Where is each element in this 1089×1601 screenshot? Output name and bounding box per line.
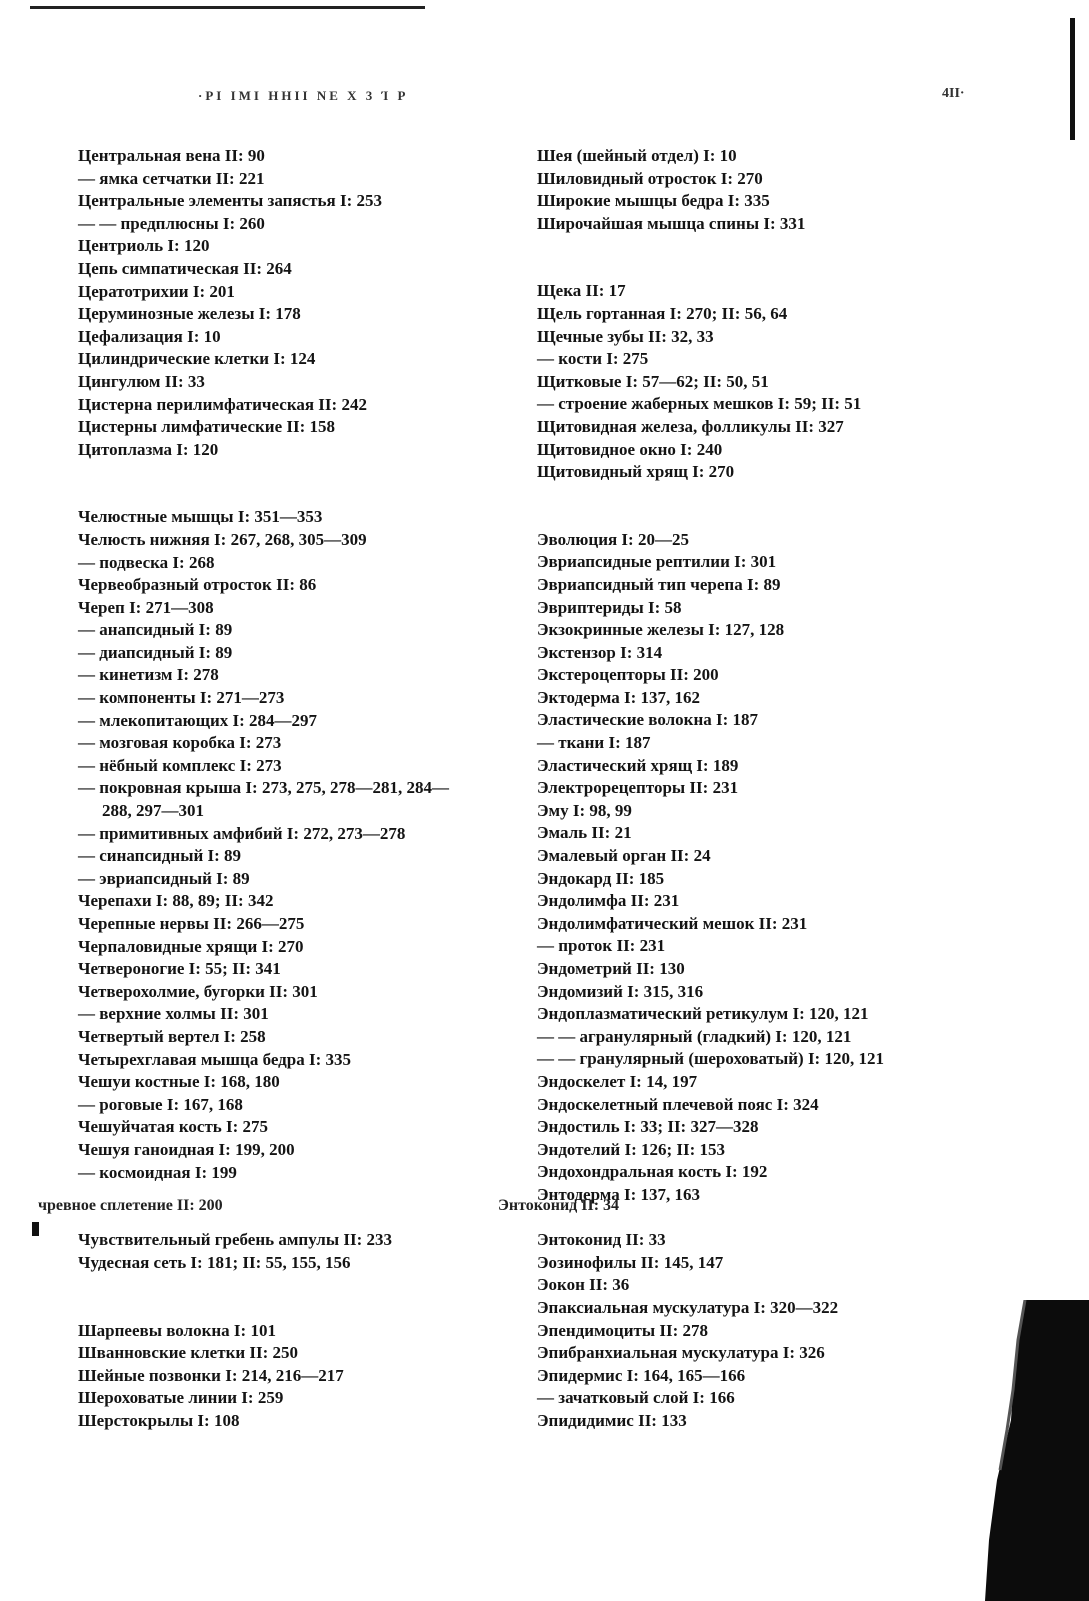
index-entry: — нёбный комплекс I: 273 [78, 755, 282, 775]
index-entry: — ямка сетчатки II: 221 [78, 168, 265, 188]
index-entry: — верхние холмы II: 301 [78, 1004, 269, 1024]
index-entry: Щитовидное окно I: 240 [537, 439, 723, 459]
index-entry: Эму I: 98, 99 [537, 800, 632, 820]
index-entry: — примитивных амфибий I: 272, 273—278 [78, 823, 406, 843]
index-entry: Чувствительный гребень ампулы II: 233 [78, 1230, 393, 1250]
index-entry: Центральная вена II: 90 [78, 146, 265, 165]
index-entry: Цитоплазма I: 120 [78, 439, 219, 459]
top-rule [30, 6, 425, 9]
index-entry: Шея (шейный отдел) I: 10 [537, 146, 737, 165]
index-entry: — зачатковый слой I: 166 [537, 1388, 735, 1408]
index-entry: Эндолимфа II: 231 [537, 891, 680, 911]
index-entry: Эвриапсидные рептилии I: 301 [537, 552, 777, 572]
index-entry: — подвеска I: 268 [78, 552, 215, 572]
index-entry: Эндостиль I: 33; II: 327—328 [537, 1117, 759, 1137]
index-entry: Широчайшая мышца спины I: 331 [537, 213, 806, 233]
scan-glitch-mark [32, 1222, 39, 1236]
index-entry: Центральные элементы запястья I: 253 [78, 191, 382, 211]
index-entry: — кинетизм I: 278 [78, 665, 219, 685]
index-entry: Чешуйчатая кость I: 275 [78, 1117, 269, 1137]
index-entry: Цефализация I: 10 [78, 326, 221, 346]
index-entry: — мозговая коробка I: 273 [78, 733, 282, 753]
index-entry: Цепь симпатическая II: 264 [78, 258, 292, 278]
index-entry: Церуминозные железы I: 178 [78, 304, 301, 324]
index-column-left [78, 145, 518, 1432]
index-entry: Эктодерма I: 137, 162 [537, 687, 701, 707]
index-entry: Эокон II: 36 [537, 1275, 630, 1295]
index-entry: Экстензор I: 314 [537, 642, 663, 662]
index-entry: — синапсидный I: 89 [78, 846, 242, 866]
index-entry: Челюсть нижняя I: 267, 268, 305—309 [78, 529, 367, 549]
index-entry: Эмалевый орган II: 24 [537, 846, 711, 866]
index-entry: Эндоплазматический ретикулум I: 120, 121 [537, 1004, 869, 1024]
running-head: ·PI ΙΜΙ ΗΗΙΙ ΝΕ Χ 3 Ί Ρ [198, 88, 409, 103]
index-entry: Эластический хрящ I: 189 [537, 755, 739, 775]
index-column-right [537, 145, 977, 1432]
index-entry: Шарпеевы волокна I: 101 [78, 1320, 276, 1340]
index-entry: Щель гортанная I: 270; II: 56, 64 [537, 303, 788, 323]
index-entry: Эндометрий II: 130 [537, 959, 685, 978]
index-entry: Чешуя ганоидная I: 199, 200 [78, 1139, 295, 1159]
index-entry: Шейные позвонки I: 214, 216—217 [78, 1365, 344, 1385]
binding-edge-mark [1070, 18, 1075, 140]
index-entry: Цилиндрические клетки I: 124 [78, 349, 316, 369]
index-entry: Щитовидный хрящ I: 270 [537, 462, 735, 482]
index-entry: Цератотрихии I: 201 [78, 281, 235, 301]
index-entry: Экстероцепторы II: 200 [537, 665, 719, 685]
index-entry: Эндомизий I: 315, 316 [537, 981, 704, 1001]
index-entry: — — предплюсны I: 260 [78, 213, 265, 233]
index-entry: Эвриапсидный тип черепа I: 89 [537, 574, 781, 594]
index-entry: — строение жаберных мешков I: 59; II: 51 [537, 394, 862, 414]
scan-glitch-text-right: Энтоконид II: 34 [498, 1197, 620, 1214]
index-entry: Шерстокрылы I: 108 [78, 1410, 240, 1430]
index-entry: Эндохондральная кость I: 192 [537, 1162, 768, 1182]
index-entry: Челюстные мышцы I: 351—353 [78, 507, 323, 527]
index-entry: Центриоль I: 120 [78, 236, 210, 256]
page-number: 4ΙΙ· [942, 86, 965, 101]
index-entry: Черепные нервы II: 266—275 [78, 914, 305, 933]
index-entry: Шероховатые линии I: 259 [78, 1388, 284, 1408]
index-entry: — компоненты I: 271—273 [78, 688, 285, 708]
index-entry: Четверохолмие, бугорки II: 301 [78, 981, 318, 1001]
scan-glitch-text-left: чревное сплетение II: 200 [38, 1197, 223, 1214]
index-entry: — диапсидный I: 89 [78, 642, 233, 662]
index-entry: Щитовидная железа, фолликулы II: 327 [537, 416, 844, 436]
index-entry: Черепахи I: 88, 89; II: 342 [78, 891, 274, 911]
index-entry: — кости I: 275 [537, 349, 649, 369]
index-entry: Четвероногие I: 55; II: 341 [78, 959, 281, 979]
index-entry: Чешуи костные I: 168, 180 [78, 1072, 280, 1092]
index-entry: — покровная крыша I: 273, 275, 278—281, 284— [78, 778, 449, 798]
scan-shadow-artifact [985, 1300, 1089, 1601]
index-entry: Четвертый вертел I: 258 [78, 1026, 266, 1046]
index-entry: Эндотелий I: 126; II: 153 [537, 1139, 726, 1159]
index-entry: — проток II: 231 [537, 936, 666, 956]
index-entry: Щека II: 17 [537, 281, 626, 301]
index-entry: Эндокард II: 185 [537, 868, 665, 888]
index-entry: Эндоскелетный плечевой пояс I: 324 [537, 1094, 819, 1114]
index-entry: Эозинофилы II: 145, 147 [537, 1252, 724, 1272]
index-entry: Электрорецепторы II: 231 [537, 778, 739, 798]
index-entry: Энтодерма I: 137, 163 [537, 1184, 701, 1204]
index-entry: Четырехглавая мышца бедра I: 335 [78, 1049, 352, 1069]
index-entry: Шиловидный отросток I: 270 [537, 168, 763, 188]
index-entry: Энтоконид II: 33 [537, 1230, 666, 1250]
index-entry: Эволюция I: 20—25 [537, 529, 689, 549]
index-entry: Червеобразный отросток II: 86 [78, 575, 317, 595]
index-entry: Широкие мышцы бедра I: 335 [537, 191, 770, 211]
index-entry: — млекопитающих I: 284—297 [78, 710, 318, 730]
index-entry: Цистерны лимфатические II: 158 [78, 417, 336, 437]
index-entry: Цингулюм II: 33 [78, 371, 205, 391]
index-entry: — эвриапсидный I: 89 [78, 868, 250, 888]
index-entry: — роговые I: 167, 168 [78, 1094, 243, 1114]
index-entry: Шванновские клетки II: 250 [78, 1343, 299, 1363]
index-entry: Эластические волокна I: 187 [537, 710, 759, 730]
index-entry: Эвриптериды I: 58 [537, 597, 682, 617]
index-entry: Экзокринные железы I: 127, 128 [537, 620, 785, 640]
index-entry: — анапсидный I: 89 [78, 620, 233, 640]
index-entry: 288, 297—301 [102, 801, 204, 821]
index-entry: Чудесная сеть I: 181; II: 55, 155, 156 [78, 1252, 351, 1272]
index-entry: — — гранулярный (шероховатый) I: 120, 121 [537, 1049, 884, 1069]
index-entry: — космоидная I: 199 [78, 1162, 237, 1182]
index-entry: Щитковые I: 57—62; II: 50, 51 [537, 371, 769, 391]
index-entry: Щечные зубы II: 32, 33 [537, 326, 714, 346]
index-entry: — ткани I: 187 [537, 733, 651, 753]
index-entry: Цистерна перилимфатическая II: 242 [78, 394, 367, 414]
index-entry: Эпаксиальная мускулатура I: 320—322 [537, 1297, 839, 1317]
index-entry: Эпендимоциты II: 278 [537, 1320, 709, 1340]
index-entry: Эмаль II: 21 [537, 823, 632, 843]
index-entry: Эндоскелет I: 14, 197 [537, 1071, 698, 1091]
index-entry: Эпидермис I: 164, 165—166 [537, 1365, 746, 1385]
index-entry: Череп I: 271—308 [78, 597, 214, 617]
index-entry: — — агранулярный (гладкий) I: 120, 121 [537, 1026, 852, 1046]
index-entry: Эпибранхиальная мускулатура I: 326 [537, 1343, 825, 1363]
index-entry: Эндолимфатический мешок II: 231 [537, 913, 808, 933]
index-entry: Черпаловидные хрящи I: 270 [78, 936, 304, 956]
index-entry: Эпидидимис II: 133 [537, 1410, 687, 1430]
